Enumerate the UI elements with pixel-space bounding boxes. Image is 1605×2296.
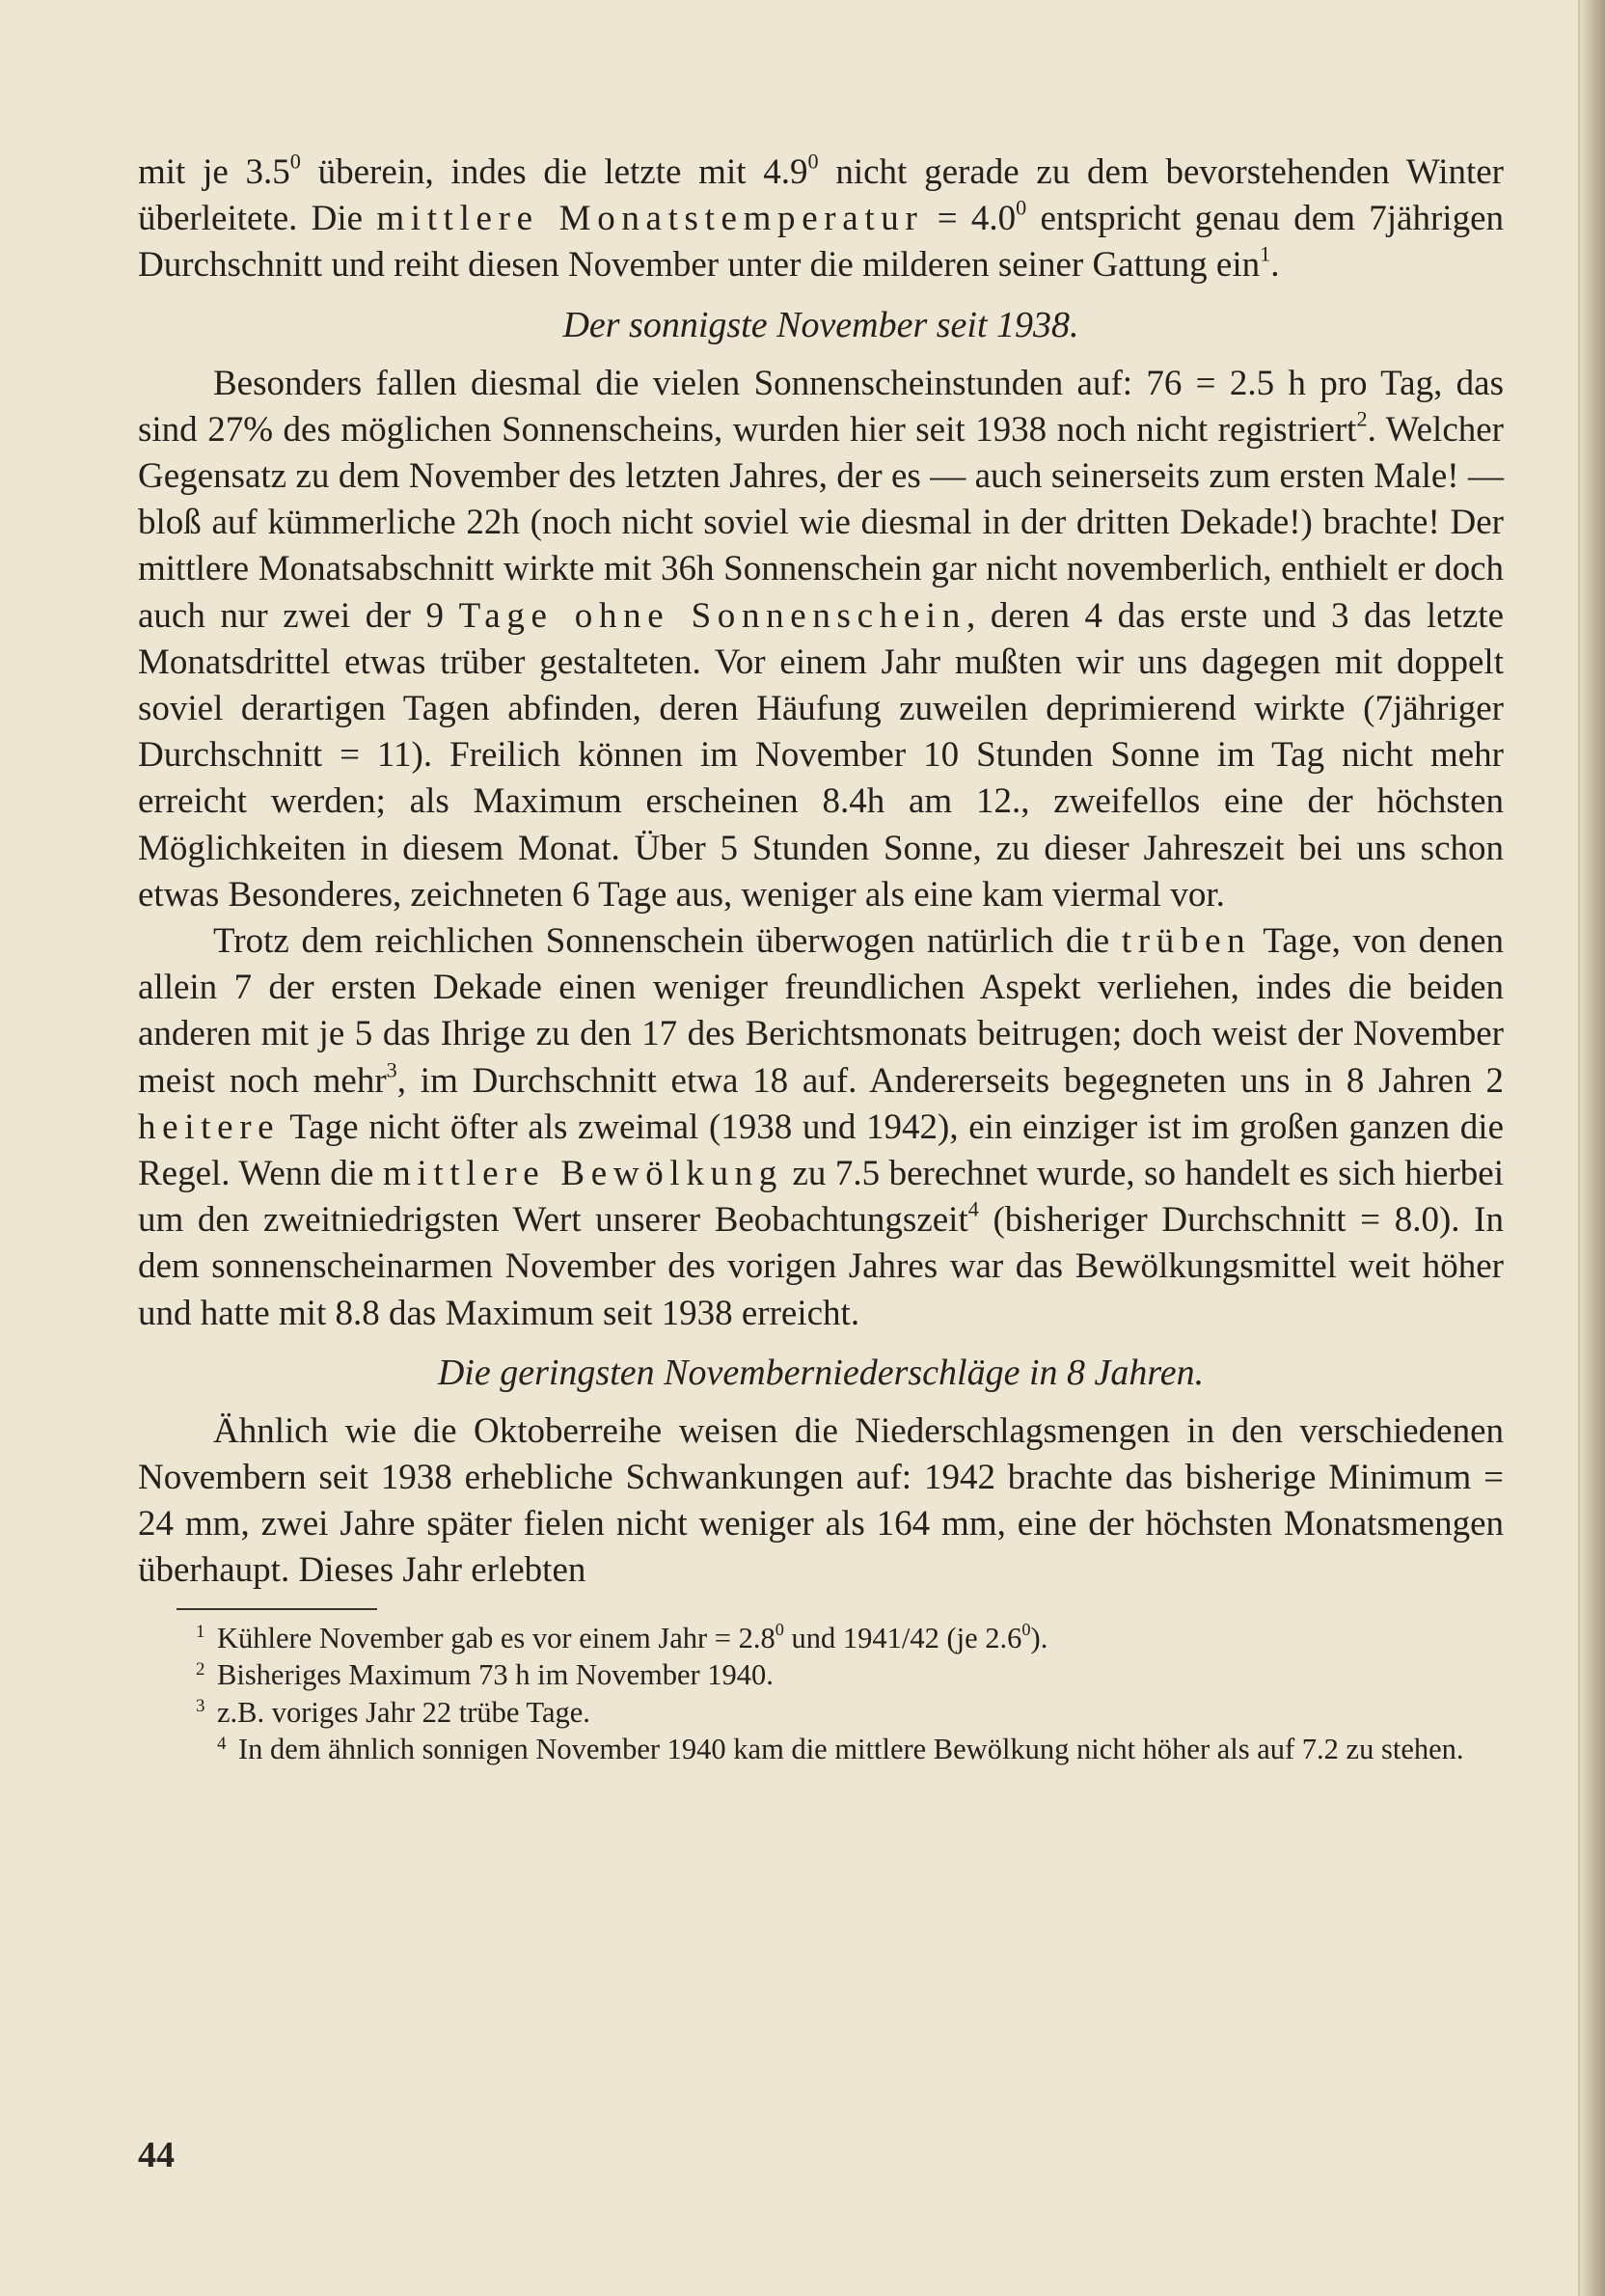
footnote-1: 1 Kühlere November gab es vor einem Jahr = $2.8^0$ und 1941/42 (je $2.6^0$). — [196, 1619, 1048, 1654]
footnotes — [138, 1620, 1504, 1768]
footnote-ref: 4 — [967, 1196, 979, 1221]
section-heading-sunshine: Der sonnigste November seit 1938. — [562, 304, 1079, 345]
paragraph-sunshine: Besonders fallen diesmal die vielen Sonnenscheinstunden auf: 76 = 2.5 h pro Tag, das sind 27% des möglichen Sonnenscheins, wurden hier seit 1938 noch nicht registriert$^2$. Welcher Gegensatz zu dem November des letzten Jahres, der es — auch seinerseits zum ersten Male! — bloß auf kümmerliche 22h (noch nicht soviel wie diesmal in der dritten Dekade!) brachte! Der mittlere Monatsabschnitt wirkte mit 36h Sonnenschein gar nicht novemberlich, enthielt er doch auch nur zwei der 9 Tage ohne Sonnenschein, deren 4 das erste und 3 das letzte Monatsdrittel etwas trüber gestalteten. Vor einem Jahr mußten wir uns dagegen mit doppelt soviel derartigen Tagen abfinden, deren Häufung zuweilen deprimierend wirkte (7jähriger Durchschnitt = 11). Freilich können im November 10 Stunden Sonne im Tag nicht mehr erreicht werden; als Maximum erscheinen 8.4h am 12., zweifellos eine der höchsten Möglichkeiten in diesem Monat. Über 5 Stunden Sonne, zu dieser Jahreszeit bei uns schon etwas Besonderes, zeichneten 6 Tage aus, weniger als eine kam viermal vor. — [138, 363, 1505, 915]
emphasized-term: mittlere Monatstemperatur — [376, 199, 924, 239]
paragraph-cloudiness: Trotz dem reichlichen Sonnenschein überwogen natürlich die trüben Tage, von denen allein 7 der ersten Dekade einen weniger freundlichen Aspekt verliehen, indes die beiden anderen mit je 5 das Ihrige zu den 17 des Berichtsmonats beitrugen; doch weist der November meist noch mehr$^3$, im Durchschnitt etwa 18 auf. Andererseits begegneten uns in 8 Jahren 2 heitere Tage nicht öfter als zweimal (1938 und 1942), ein einziger ist im großen ganzen die Regel. Wenn die mittlere Bewölkung zu 7.5 berechnet wurde, so handelt es sich hierbei um den zweitniedrigsten Wert unserer Beobachtungszeit$^4$ (bisheriger Durchschnitt = 8.0). In dem sonnenscheinarmen November des vorigen Jahres war das Bewölkungsmittel weit höher und hatte mit 8.8 das Maximum seit 1938 erreicht. — [138, 921, 1505, 1333]
emphasized-term: trüben — [1121, 921, 1252, 962]
footnote-2: 2 Bisheriges Maximum 73 h im November 1940. — [196, 1658, 774, 1692]
emphasized-term: mittlere Bewölkung — [382, 1154, 783, 1194]
section-heading-precipitation: Die geringsten Novemberniederschläge in 8 Jahren. — [437, 1352, 1205, 1393]
footnote-ref: 1 — [1260, 241, 1271, 266]
page-edge — [1580, 0, 1605, 2296]
footnote-ref: 2 — [1356, 406, 1368, 431]
footnote-3: 3 z.B. voriges Jahr 22 trübe Tage. — [196, 1695, 590, 1729]
paragraph-precipitation: Ähnlich wie die Oktoberreihe weisen die Niederschlagsmengen in den verschiedenen Novembern seit 1938 erhebliche Schwankungen auf: 1942 brachte das bisherige Minimum = 24 mm, zwei Jahre später fielen nicht weniger als 164 mm, eine der höchsten Monatsmengen überhaupt. Dieses Jahr erlebten — [138, 1410, 1504, 1591]
emphasized-term: heitere — [138, 1107, 281, 1147]
footnote-divider — [177, 1608, 377, 1610]
emphasized-term: Tage ohne Sonnenschein — [458, 595, 967, 636]
footnote-4: 4 In dem ähnlich sonnigen November 1940 kam die mittlere Bewölkung nicht höher als auf 7.2 zu stehen. — [217, 1733, 1464, 1766]
page-number: 44 — [138, 2135, 175, 2175]
page-content — [138, 150, 1504, 1768]
paragraph-monthly-temperature: mit je $3.5^0$ überein, indes die letzte mit $4.9^0$ nicht gerade zu dem bevorstehenden Winter überleitete. Die mittlere Monatstemperatur = $4.0^0$ entspricht genau dem 7jährigen Durchschnitt und reiht diesen November unter die milderen seiner Gattung ein$^1$. — [138, 149, 1505, 286]
footnote-ref: 3 — [386, 1057, 397, 1082]
